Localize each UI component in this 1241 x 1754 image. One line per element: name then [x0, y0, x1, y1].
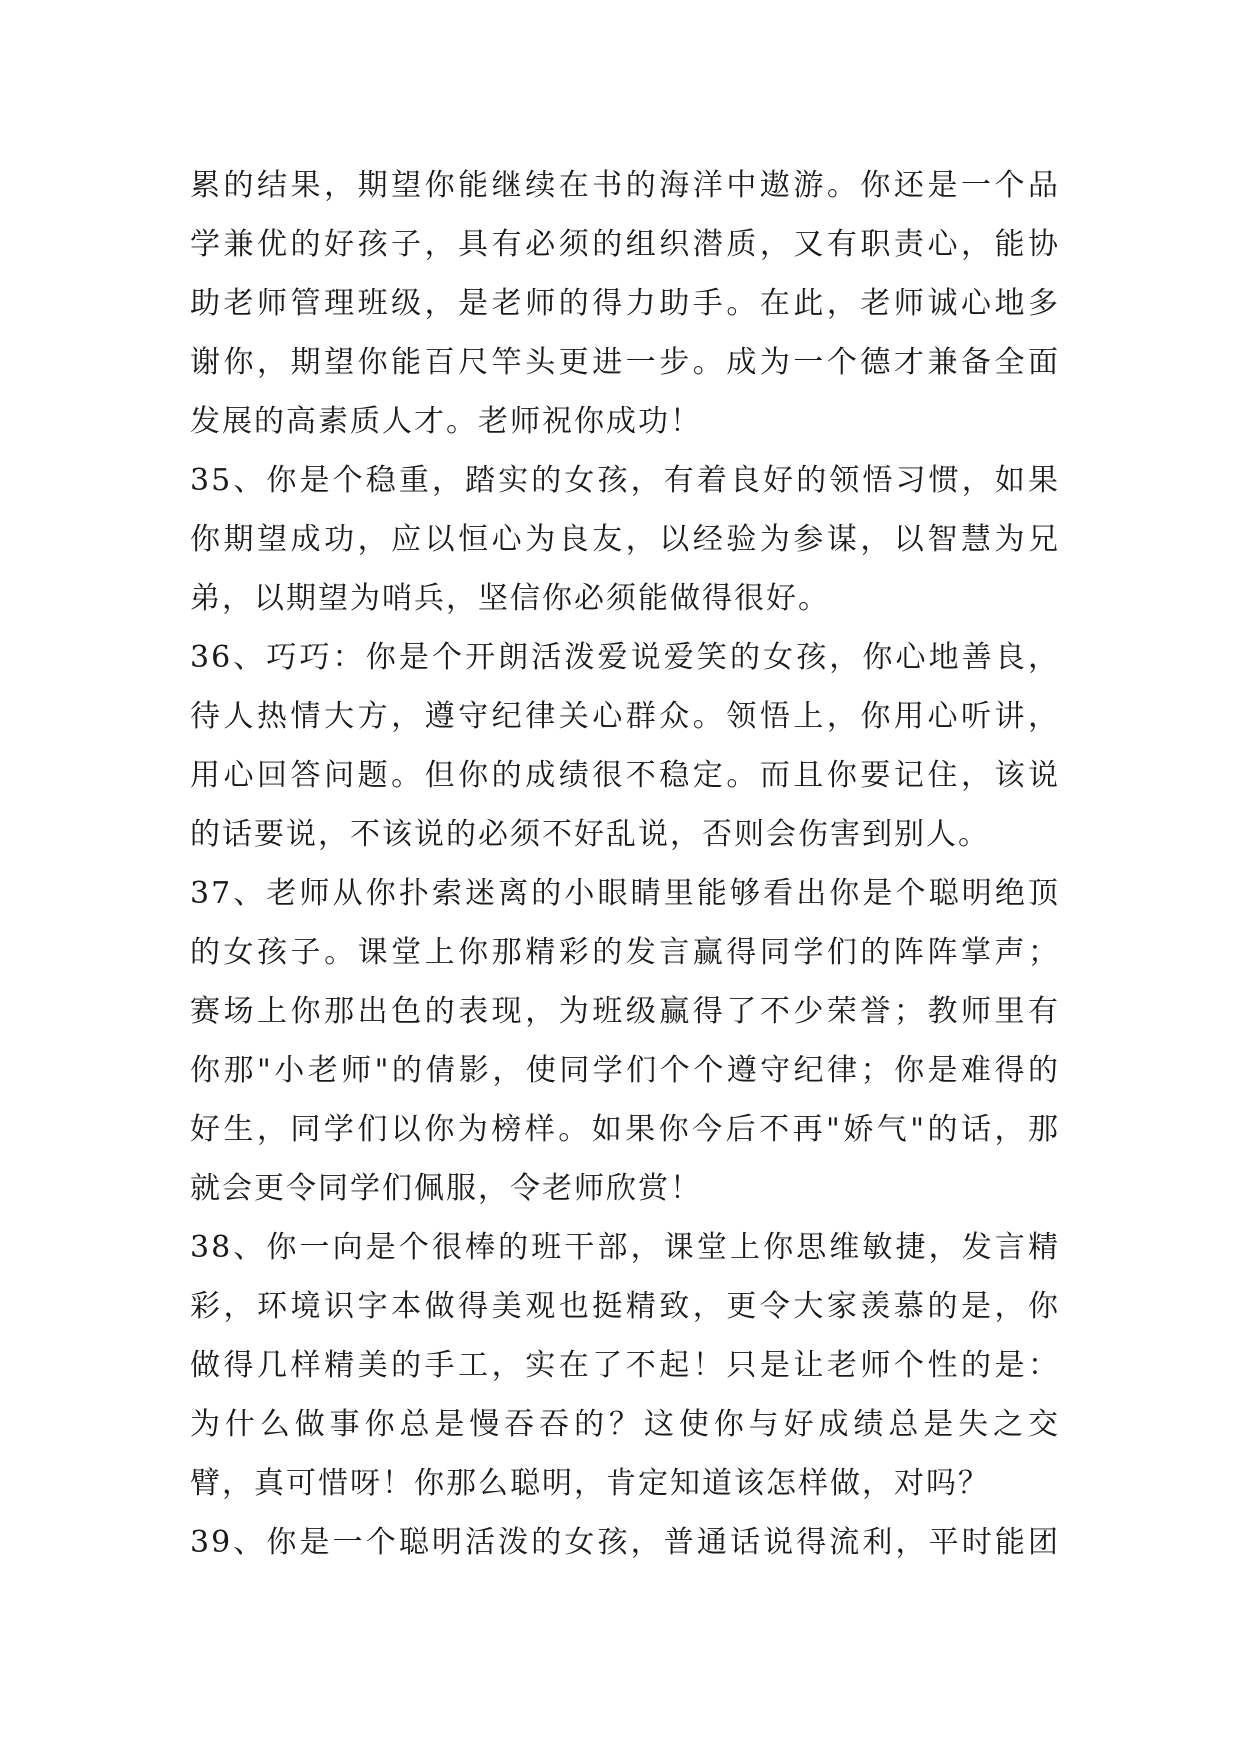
- text-line: 待人热情大方，遵守纪律关心群众。领悟上，你用心听讲，: [190, 699, 1060, 734]
- text-line: 你期望成功，应以恒心为良友，以经验为参谋，以智慧为兄: [190, 522, 1060, 557]
- text-line: 你那"小老师"的倩影，使同学们个个遵守纪律；你是难得的: [190, 1053, 1060, 1088]
- text-line: 38、你一向是个很棒的班干部，课堂上你思维敏捷，发言精: [190, 1230, 1060, 1265]
- text-line: 做得几样精美的手工，实在了不起！只是让老师个性的是：: [190, 1348, 1060, 1383]
- text-line: 为什么做事你总是慢吞吞的？这使你与好成绩总是失之交: [190, 1407, 1060, 1442]
- text-line: 发展的高素质人才。老师祝你成功！: [190, 404, 702, 439]
- text-line: 累的结果，期望你能继续在书的海洋中遨游。你还是一个品: [190, 168, 1060, 203]
- text-line: 好生，同学们以你为榜样。如果你今后不再"娇气"的话，那: [190, 1112, 1060, 1147]
- text-line: 37、老师从你扑索迷离的小眼睛里能够看出你是个聪明绝顶: [190, 876, 1060, 911]
- text-line: 用心回答问题。但你的成绩很不稳定。而且你要记住，该说: [190, 758, 1060, 793]
- text-line: 赛场上你那出色的表现，为班级赢得了不少荣誉；教师里有: [190, 994, 1060, 1029]
- text-line: 助老师管理班级，是老师的得力助手。在此，老师诚心地多: [190, 286, 1060, 321]
- text-line: 39、你是一个聪明活泼的女孩，普通话说得流利，平时能团: [190, 1525, 1060, 1560]
- text-line: 36、巧巧：你是个开朗活泼爱说爱笑的女孩，你心地善良，: [190, 640, 1060, 675]
- text-line: 谢你，期望你能百尺竿头更进一步。成为一个德才兼备全面: [190, 345, 1060, 380]
- text-line: 35、你是个稳重，踏实的女孩，有着良好的领悟习惯，如果: [190, 463, 1060, 498]
- text-line: 就会更令同学们佩服，令老师欣赏！: [190, 1171, 702, 1206]
- text-line: 弟，以期望为哨兵，坚信你必须能做得很好。: [190, 581, 830, 616]
- text-line: 的话要说，不该说的必须不好乱说，否则会伤害到别人。: [190, 817, 990, 852]
- text-line: 学兼优的好孩子，具有必须的组织潜质，又有职责心，能协: [190, 227, 1060, 262]
- body-text: [190, 156, 1060, 1572]
- text-line: 的女孩子。课堂上你那精彩的发言赢得同学们的阵阵掌声；: [190, 935, 1060, 970]
- text-line: 臂，真可惜呀！你那么聪明，肯定知道该怎样做，对吗？: [190, 1466, 990, 1501]
- text-line: 彩，环境识字本做得美观也挺精致，更令大家羡慕的是，你: [190, 1289, 1060, 1324]
